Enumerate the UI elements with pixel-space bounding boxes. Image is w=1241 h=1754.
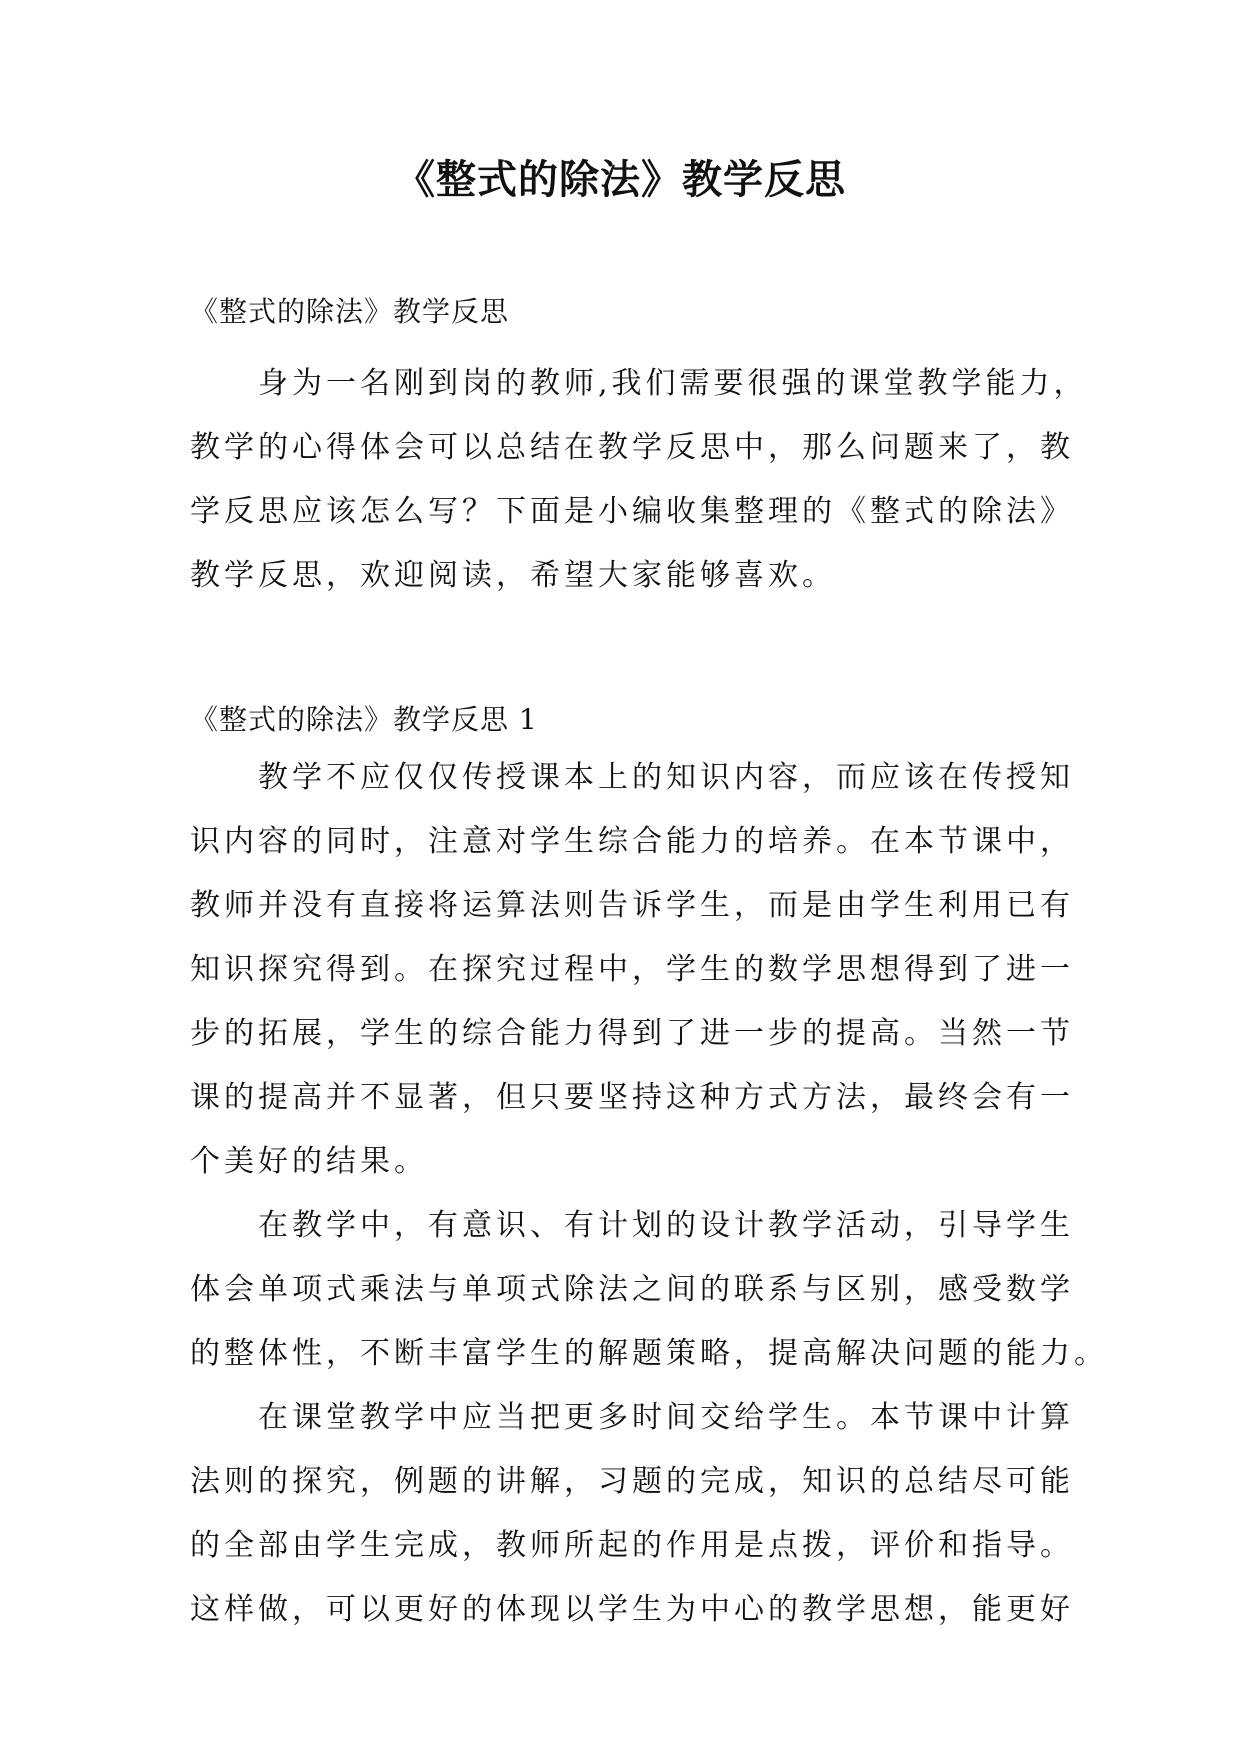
intro-line: 身为一名刚到岗的教师,我们需要很强的课堂教学能力，: [258, 366, 1088, 401]
paragraph-line: 课的提高并不显著，但只要坚持这种方式方法，最终会有一: [190, 1080, 1074, 1115]
paragraph-line: 体会单项式乘法与单项式除法之间的联系与区别，感受数学: [190, 1272, 1074, 1307]
paragraph-3: [190, 1386, 1074, 1642]
section-heading: 《整式的除法》教学反思 1: [190, 703, 538, 736]
paragraph-line: 的整体性，不断丰富学生的解题策略，提高解决问题的能力。: [190, 1336, 1108, 1371]
intro-line: 学反思应该怎么写？下面是小编收集整理的《整式的除法》: [190, 494, 1074, 529]
paragraph-line: 在课堂教学中应当把更多时间交给学生。本节课中计算: [258, 1400, 1074, 1435]
paragraph-line: 步的拓展，学生的综合能力得到了进一步的提高。当然一节: [190, 1016, 1074, 1051]
intro-paragraph: [190, 352, 1088, 608]
paragraph-line: 识内容的同时，注意对学生综合能力的培养。在本节课中，: [190, 824, 1074, 859]
intro-line: 教学反思，欢迎阅读，希望大家能够喜欢。: [190, 558, 836, 593]
paragraph-line: 教师并没有直接将运算法则告诉学生，而是由学生利用已有: [190, 888, 1074, 923]
paragraph-line: 法则的探究，例题的讲解，习题的完成，知识的总结尽可能: [190, 1464, 1074, 1499]
paragraph-2: [190, 1194, 1108, 1386]
paragraph-1: [190, 746, 1074, 1194]
paragraph-line: 个美好的结果。: [190, 1144, 428, 1179]
paragraph-line: 在教学中，有意识、有计划的设计教学活动，引导学生: [258, 1208, 1074, 1243]
paragraph-line: 教学不应仅仅传授课本上的知识内容，而应该在传授知: [258, 760, 1074, 795]
paragraph-line: 的全部由学生完成，教师所起的作用是点拨，评价和指导。: [190, 1528, 1074, 1563]
paragraph-line: 这样做，可以更好的体现以学生为中心的教学思想，能更好: [190, 1592, 1074, 1627]
document-subtitle: 《整式的除法》教学反思: [190, 295, 510, 328]
paragraph-line: 知识探究得到。在探究过程中，学生的数学思想得到了进一: [190, 952, 1074, 987]
intro-line: 教学的心得体会可以总结在教学反思中，那么问题来了，教: [190, 430, 1074, 465]
document-title: 《整式的除法》教学反思: [395, 157, 846, 203]
